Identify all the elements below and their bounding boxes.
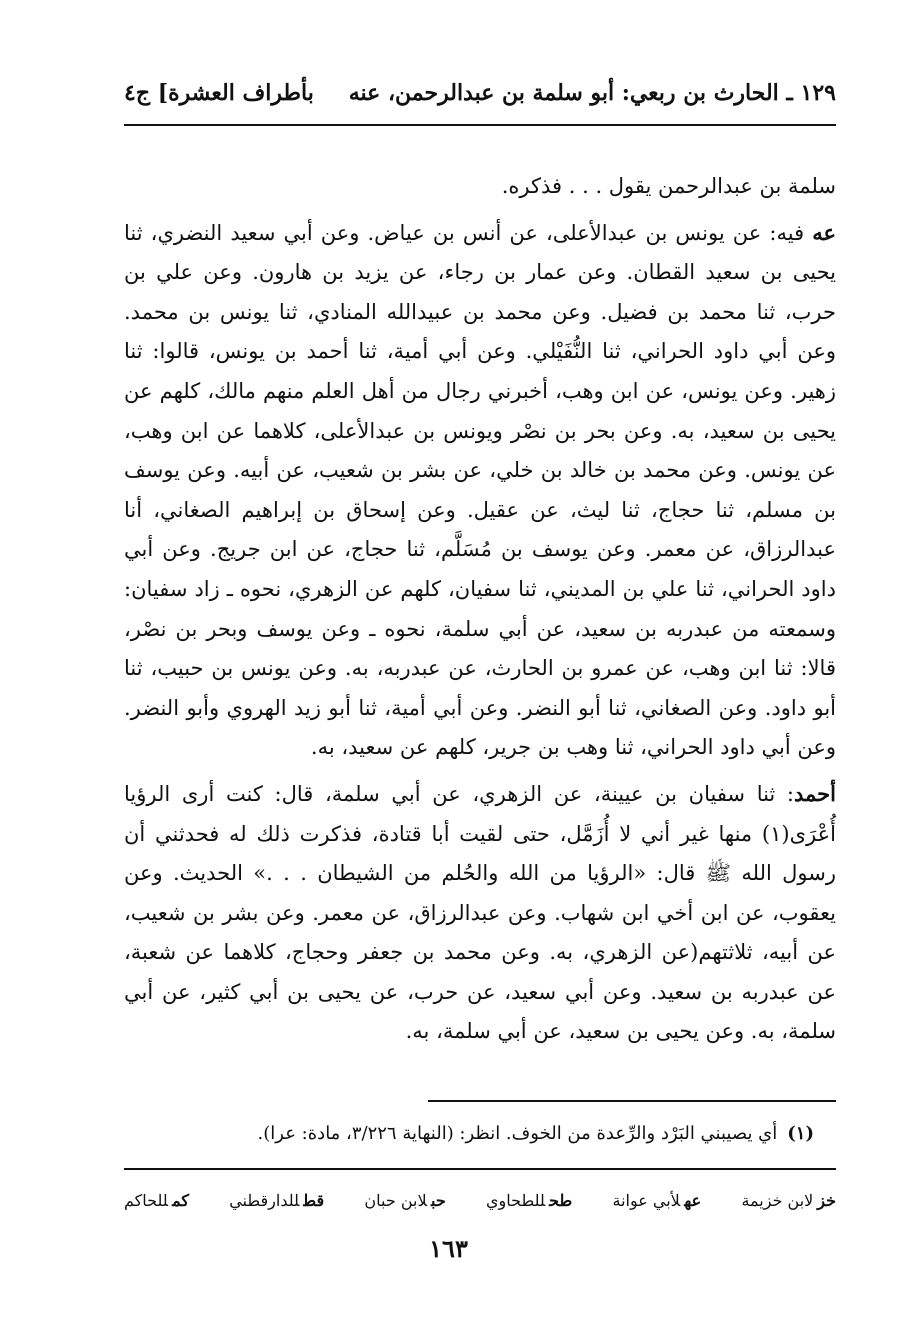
paragraph-2-text: فيه: عن يونس بن عبدالأعلى، عن أنس بن عياض. وعن أبي سعيد النضري، ثنا يحيى بن سعيد القطان. وعن عمار بن رجاء، عن يزيد بن هارون. وعن علي بن حرب، ثنا محمد بن فضيل. وعن محمد بن عبيدالله المنادي، ثنا يونس بن محمد. وعن أبي داود الحراني، ثنا النُّفَيْلي. وعن أبي أمية، ثنا أحمد بن يونس، قالوا: ثنا زهير. وعن يونس، عن ابن وهب، أخبرني رجال من أهل العلم منهم مالك، كلهم عن يحيى بن سعيد، به. وعن بحر بن نصْر ويونس بن عبدالأعلى، كلاهما عن ابن وهب، عن يونس. وعن محمد بن خالد بن خلي، عن بشر بن شعيب، عن أبيه. وعن يوسف بن مسلم، ثنا حجاج، ثنا ليث، عن عقيل. وعن إسحاق بن إبراهيم الصغاني، أنا عبدالرزاق، عن معمر. وعن يوسف بن مُسَلَّم، ثنا حجاج، عن ابن جريج. وعن أبي داود الحراني، ثنا علي بن المديني، ثنا سفيان، كلهم عن الزهري، نحوه ـ زاد سفيان: وسمعته من عبدربه بن سعيد، عن أبي سلمة، نحوه ـ وعن يوسف وبحر بن نصْر، قالا: ثنا ابن وهب، عن عمرو بن الحارث، عن عبدربه، به. وعن يونس بن حبيب، ثنا أبو داود. وعن الصغاني، ثنا أبو النضر. وعن أبي أمية، ثنا أبو زيد الهروي وأبو النضر. وعن أبي داود الحراني، ثنا وهب بن جرير، كلهم عن سعيد، به. <box>124 220 836 760</box>
footnote-text: أي يصيبني البَرْد والرِّعدة من الخوف. انظر: (النهاية ٣/٢٢٦، مادة: عرا). <box>257 1123 778 1144</box>
abbreviation-label: لابن حبان <box>364 1191 427 1210</box>
abbreviation-item <box>229 1186 324 1216</box>
paragraph-3 <box>124 774 836 1052</box>
abbreviation-code: قط <box>303 1191 325 1210</box>
header-book-title: بأطراف العشرة] ج٤ <box>124 80 314 106</box>
abbreviation-item <box>741 1186 836 1216</box>
abbreviation-code: عه <box>684 1191 702 1210</box>
abbreviation-label: لابن خزيمة <box>741 1191 814 1210</box>
paragraph-2 <box>124 213 836 768</box>
paragraph-3-lead: أحمد <box>794 780 836 806</box>
header-chapter-title: ١٢٩ ـ الحارث بن ربعي: أبو سلمة بن عبدالرحمن، عنه <box>348 80 836 106</box>
abbreviation-code: حب <box>431 1191 446 1210</box>
paragraph-2-lead: عه <box>812 219 836 245</box>
abbreviation-label: للحاكم <box>124 1191 169 1210</box>
abbreviation-item <box>124 1186 189 1216</box>
abbreviation-label: للدارقطني <box>229 1191 300 1210</box>
abbreviation-item <box>364 1186 445 1216</box>
abbreviation-item <box>613 1186 702 1216</box>
page-number: ١٦٣ <box>429 1234 468 1263</box>
abbreviation-label: لأبي عوانة <box>612 1191 681 1210</box>
header-divider <box>124 124 836 126</box>
footnote-divider <box>428 1100 836 1102</box>
running-header <box>124 80 836 116</box>
footnote-number: (١) <box>787 1123 814 1144</box>
paragraph-3-text: : ثنا سفيان بن عيينة، عن الزهري، عن أبي سلمة، قال: كنت أرى الرؤيا أُعْرَى(١) منها غير أني لا أُزَمَّل، حتى لقيت أبا قتادة، فذكرت ذلك له فحدثني أن رسول الله ﷺ قال: «الرؤيا من الله والحُلم من الشيطان . . .» الحديث. وعن يعقوب، عن ابن أخي ابن شهاب. وعن عبدالرزاق، عن معمر. وعن بشر بن شعيب، عن أبيه، ثلاثتهم(عن الزهري، به. وعن محمد بن جعفر وحجاج، كلاهما عن شعبة، عن عبدربه بن سعيد. وعن أبي سعيد، عن حرب، عن يحيى بن أبي كثير، عن أبي سلمة، به. وعن يحيى بن سعيد، عن أبي سلمة، به. <box>124 781 836 1044</box>
abbreviation-item <box>486 1186 572 1216</box>
paragraph-1 <box>124 166 836 207</box>
footnote <box>124 1118 814 1150</box>
paragraph-1-text: سلمة بن عبدالرحمن يقول . . . فذكره. <box>501 174 836 198</box>
abbreviation-label: للطحاوي <box>486 1191 546 1210</box>
abbreviations-divider <box>124 1168 836 1170</box>
main-text <box>124 166 836 1052</box>
abbreviation-code: خز <box>817 1191 836 1210</box>
abbreviations-key <box>124 1186 836 1216</box>
abbreviation-code: كم <box>172 1191 189 1210</box>
abbreviation-code: طح <box>549 1191 573 1210</box>
